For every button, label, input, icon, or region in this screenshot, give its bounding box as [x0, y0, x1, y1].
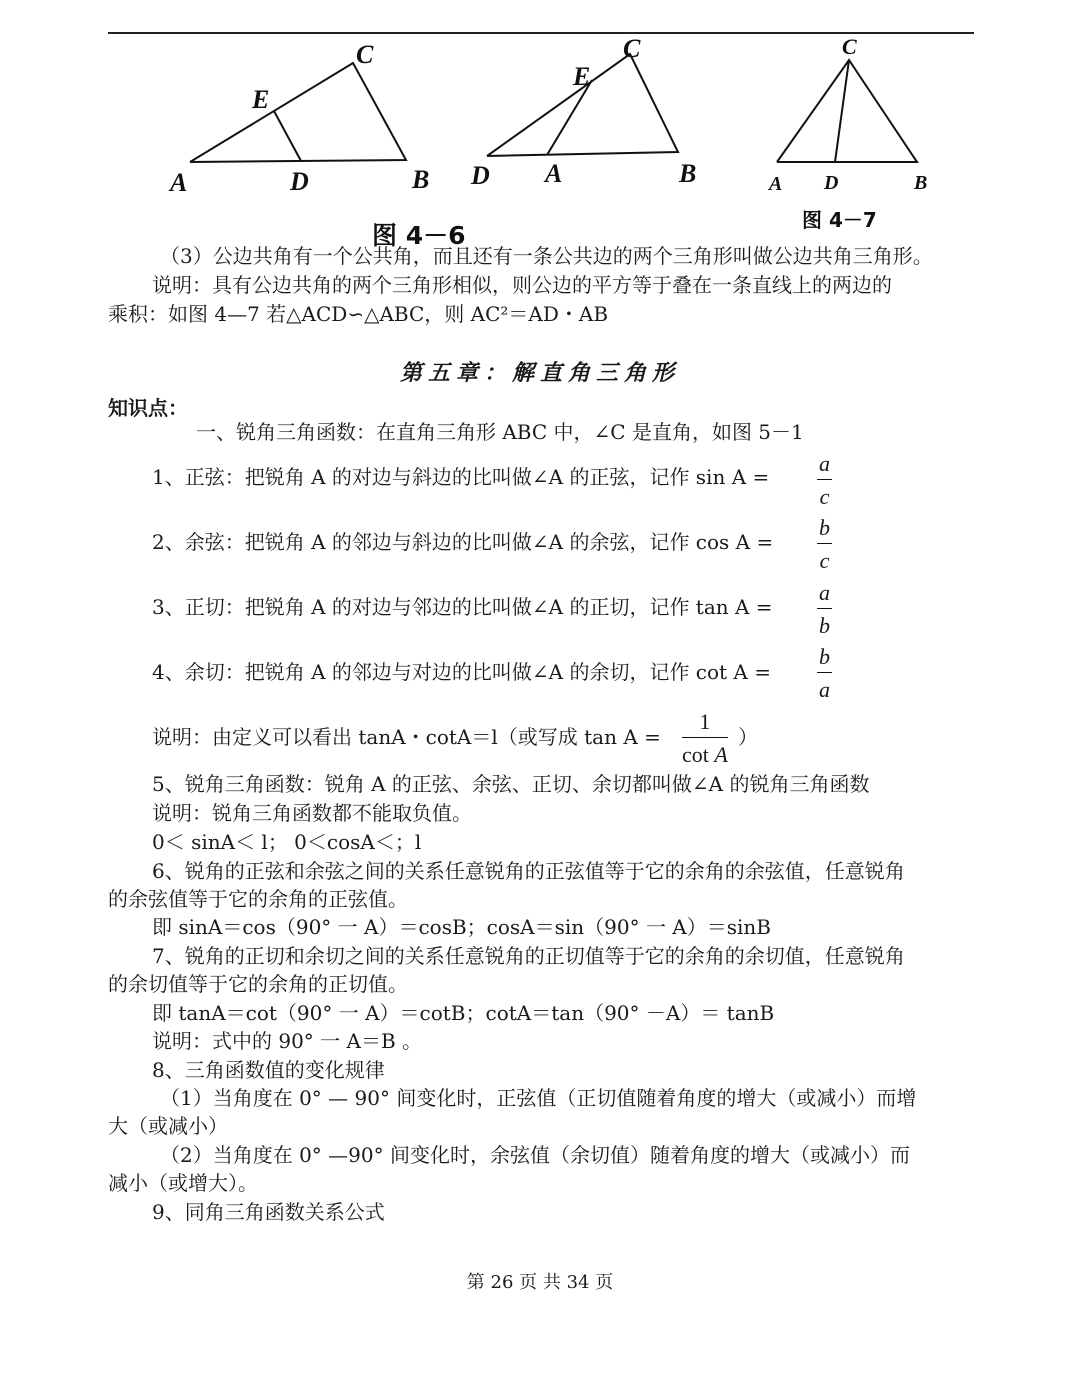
label-A: A	[545, 159, 563, 188]
page-footer: 第 26 页 共 34 页	[466, 1272, 614, 1293]
caption-fig-4-6: 图 4－6	[372, 221, 466, 250]
para-5-range: 0＜ sinA＜ l； 0＜cosA＜；l	[152, 830, 422, 854]
para-8-2-cont: 减小（或增大）。	[108, 1171, 258, 1195]
para-7: 7、锐角的正切和余切之间的关系任意锐角的正切值等于它的余角的余切值，任意锐角	[152, 944, 905, 968]
para-note-1: 说明：具有公边共角的两个三角形相似，则公边的平方等于叠在一条直线上的两边的	[152, 273, 892, 297]
para-8-2: （2）当角度在 0° —90° 间变化时，余弦值（余切值）随着角度的增大（或减小）而	[160, 1143, 910, 1167]
para-8-1: （1）当角度在 0° — 90° 间变化时，正弦值（正切值随着角度的增大（或减小）而增	[160, 1086, 917, 1110]
label-A: A	[170, 168, 188, 197]
label-D: D	[824, 172, 839, 194]
label-E: E	[573, 62, 591, 91]
para-7-note: 说明：式中的 90° 一 A＝B 。	[152, 1029, 423, 1053]
label-C: C	[842, 34, 857, 59]
label-E: E	[252, 85, 270, 114]
fraction-cot: b a	[819, 644, 830, 702]
para-5-note: 说明：锐角三角函数都不能取负值。	[152, 801, 472, 825]
para-7-formula: 即 tanA＝cot（90° 一 A）＝cotB；cotA＝tan（90° －A）＝ tanB	[152, 1001, 775, 1025]
chapter-title: 第五章：解直角三角形	[399, 360, 680, 386]
fraction-one-over-cot: 1 cot A	[682, 709, 728, 767]
caption-fig-4-7: 图 4－7	[802, 208, 877, 232]
para-note-1-cont: 乘积：如图 4—7 若△ACD∽△ABC，则 AC²＝AD・AB	[108, 302, 609, 326]
def-sine: 1、正弦：把锐角 A 的对边与斜边的比叫做∠A 的正弦，记作 sin A =	[152, 465, 770, 489]
para-acute-trig: 一、锐角三角函数：在直角三角形 ABC 中，∠C 是直角，如图 5－1	[196, 420, 804, 444]
label-B: B	[679, 159, 697, 188]
label-D: D	[290, 167, 309, 196]
label-B: B	[412, 165, 430, 194]
para-common-side-angle: （3）公边共角有一个公共角，而且还有一条公共边的两个三角形叫做公边共角三角形。	[160, 244, 933, 268]
label-D: D	[471, 161, 490, 190]
def-cotangent: 4、余切：把锐角 A 的邻边与对边的比叫做∠A 的余切，记作 cot A =	[152, 660, 771, 684]
para-6: 6、锐角的正弦和余弦之间的关系任意锐角的正弦值等于它的余角的余弦值，任意锐角	[152, 859, 905, 883]
fraction-cos: b c	[819, 515, 830, 573]
para-6-cont: 的余弦值等于它的余角的正弦值。	[108, 887, 408, 911]
label-B: B	[914, 172, 928, 194]
label-C: C	[623, 34, 641, 63]
label-A: A	[769, 173, 783, 195]
figure-4-7-triangle	[760, 32, 940, 197]
figure-4-6-middle-triangle	[465, 32, 715, 197]
fraction-sin: a c	[819, 451, 830, 509]
para-5: 5、锐角三角函数：锐角 A 的正弦、余弦、正切、余切都叫做∠A 的锐角三角函数	[152, 772, 870, 796]
def-cosine: 2、余弦：把锐角 A 的邻边与斜边的比叫做∠A 的余弦，记作 cos A =	[152, 530, 774, 554]
para-6-formula: 即 sinA＝cos（90° 一 A）＝cosB；cosA＝sin（90° 一 A）＝sinB	[152, 915, 771, 939]
label-C: C	[356, 40, 374, 69]
figure-4-6-left-triangle	[160, 38, 450, 203]
para-8: 8、三角函数值的变化规律	[152, 1058, 385, 1082]
para-8-1-cont: 大（或减小）	[108, 1114, 228, 1138]
section-heading-knowledge: 知识点：	[108, 396, 188, 420]
para-9: 9、同角三角函数关系公式	[152, 1200, 385, 1224]
para-7-cont: 的余切值等于它的余角的正切值。	[108, 972, 408, 996]
note-close-paren: ）	[738, 725, 758, 749]
fraction-tan: a b	[819, 580, 830, 638]
def-tangent: 3、正切：把锐角 A 的对边与邻边的比叫做∠A 的正切，记作 tan A =	[152, 595, 773, 619]
note-tan-cot: 说明：由定义可以看出 tanA・cotA＝l（或写成 tan A =	[152, 725, 661, 749]
